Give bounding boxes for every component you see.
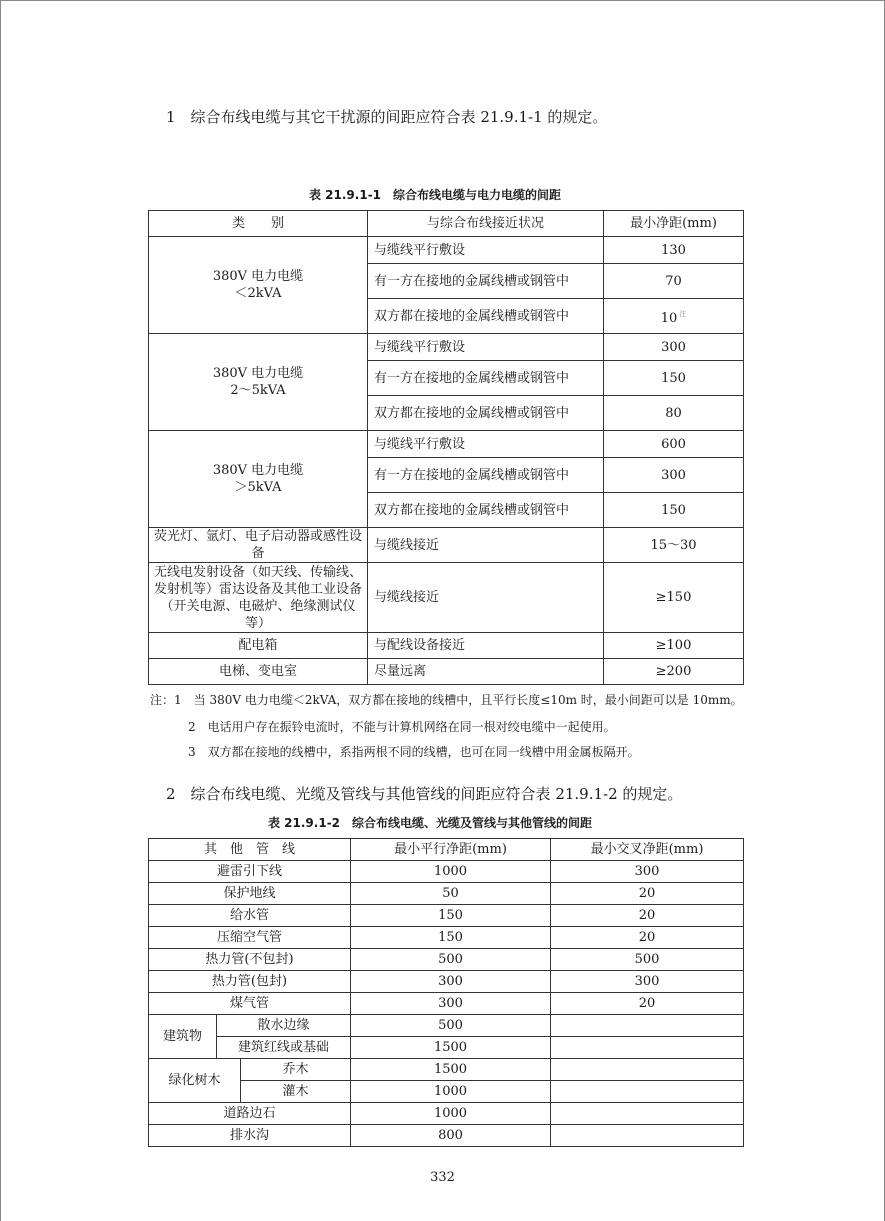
table-1-note-2: 2 电话用户存在振铃电流时，不能与计算机网络在同一根对绞电缆中一起使用。 [188,720,616,734]
status-cell: 双方都在接地的金属线槽或钢管中 [368,299,604,334]
distance-cell: ≥150 [604,563,744,633]
table-1-header-row [149,211,744,237]
status-cell: 与缆线平行敷设 [368,237,604,264]
status-cell: 双方都在接地的金属线槽或钢管中 [368,396,604,431]
table-row [149,1103,744,1125]
category-cell: 配电箱 [149,633,368,659]
pipeline-name-cell: 给水管 [149,905,351,927]
table-row [149,883,744,905]
table-row [149,927,744,949]
pipeline-name-cell: 乔木 [241,1059,351,1081]
pipeline-name-cell: 压缩空气管 [149,927,351,949]
group-cell-building: 建筑物 [149,1015,217,1059]
table-row [149,237,744,264]
distance-cell [604,299,744,334]
page-border-left [0,0,1,1221]
pipeline-name-cell: 热力管(包封) [149,971,351,993]
table-2 [148,838,744,1147]
table-1 [148,210,744,685]
header-status: 与综合布线接近状况 [368,211,604,237]
distance-cell: 150 [604,493,744,528]
distance-value: 10 [660,310,678,326]
parallel-cell: 500 [351,949,551,971]
pipeline-name-cell: 保护地线 [149,883,351,905]
status-cell: 有一方在接地的金属线槽或钢管中 [368,264,604,299]
parallel-cell: 150 [351,905,551,927]
table-1-note-1: 注：1 当 380V 电力电缆＜2kVA，双方都在接地的线槽中，且平行长度≤10m 时，最小间距可以是 10mm。 [150,693,743,707]
category-line: 380V 电力电缆 [212,269,304,284]
distance-cell: ≥100 [604,633,744,659]
cross-cell: 20 [551,993,744,1015]
header-cross: 最小交叉净距(mm) [551,839,744,861]
status-cell: 与缆线平行敷设 [368,334,604,361]
table-row [149,334,744,361]
category-cell [149,237,368,334]
cross-cell [551,1059,744,1081]
parallel-cell: 500 [351,1015,551,1037]
table-row [149,1037,744,1059]
parallel-cell: 1000 [351,1103,551,1125]
parallel-cell: 150 [351,927,551,949]
pipeline-name-cell: 避雷引下线 [149,861,351,883]
distance-cell: ≥200 [604,659,744,685]
category-line: ＜2kVA [234,286,282,301]
table-row [149,971,744,993]
paragraph-2: 2 综合布线电缆、光缆及管线与其他管线的间距应符合表 21.9.1-2 的规定。 [166,785,683,803]
header-distance: 最小净距(mm) [604,211,744,237]
status-cell: 双方都在接地的金属线槽或钢管中 [368,493,604,528]
table-1-caption: 表 21.9.1-1 综合布线电缆与电力电缆的间距 [309,188,562,202]
footnote-mark: 注 [679,309,687,318]
page-border-top [0,0,885,1]
status-cell: 与配线设备接近 [368,633,604,659]
pipeline-name-cell: 散水边缘 [217,1015,351,1037]
table-2-header-row [149,839,744,861]
table-row [149,949,744,971]
table-row [149,563,744,633]
cross-cell: 300 [551,861,744,883]
table-row [149,861,744,883]
table-row [149,659,744,685]
table-row [149,993,744,1015]
table-row [149,431,744,458]
cross-cell [551,1103,744,1125]
category-line: 2～5kVA [230,383,286,398]
category-line: 380V 电力电缆 [212,463,304,478]
cross-cell: 300 [551,971,744,993]
category-cell [149,431,368,528]
category-line: 380V 电力电缆 [212,366,304,381]
parallel-cell: 50 [351,883,551,905]
parallel-cell: 800 [351,1125,551,1147]
header-parallel: 最小平行净距(mm) [351,839,551,861]
parallel-cell: 1000 [351,861,551,883]
status-cell: 有一方在接地的金属线槽或钢管中 [368,458,604,493]
cross-cell: 20 [551,883,744,905]
category-cell: 荧光灯、氩灯、电子启动器或感性设备 [149,528,368,563]
parallel-cell: 1500 [351,1059,551,1081]
pipeline-name-cell: 热力管(不包封) [149,949,351,971]
table-row [149,905,744,927]
distance-cell: 130 [604,237,744,264]
table-row [149,1015,744,1037]
cross-cell [551,1081,744,1103]
status-cell: 与缆线接近 [368,563,604,633]
distance-cell: 80 [604,396,744,431]
pipeline-name-cell: 排水沟 [149,1125,351,1147]
parallel-cell: 1000 [351,1081,551,1103]
parallel-cell: 300 [351,993,551,1015]
cross-cell: 20 [551,927,744,949]
distance-cell: 300 [604,334,744,361]
distance-cell: 600 [604,431,744,458]
status-cell: 尽量远离 [368,659,604,685]
table-row [149,1059,744,1081]
cross-cell [551,1125,744,1147]
category-line: ＞5kVA [234,480,282,495]
category-cell [149,334,368,431]
table-1-note-3: 3 双方都在接地的线槽中，系指两根不同的线槽，也可在同一线槽中用金属板隔开。 [188,745,640,759]
category-cell: 电梯、变电室 [149,659,368,685]
pipeline-name-cell: 灌木 [241,1081,351,1103]
header-pipeline: 其 他 管 线 [149,839,351,861]
pipeline-name-cell: 煤气管 [149,993,351,1015]
cross-cell: 500 [551,949,744,971]
paragraph-1: 1 综合布线电缆与其它干扰源的间距应符合表 21.9.1-1 的规定。 [166,108,608,126]
cross-cell [551,1037,744,1059]
page-number: 332 [430,1170,455,1185]
status-cell: 与缆线平行敷设 [368,431,604,458]
status-cell: 有一方在接地的金属线槽或钢管中 [368,361,604,396]
distance-cell: 150 [604,361,744,396]
cross-cell: 20 [551,905,744,927]
table-row [149,1125,744,1147]
table-row [149,633,744,659]
distance-cell: 300 [604,458,744,493]
table-row [149,528,744,563]
distance-cell: 15～30 [604,528,744,563]
group-cell-trees: 绿化树木 [149,1059,241,1103]
parallel-cell: 300 [351,971,551,993]
header-category: 类 别 [149,211,368,237]
distance-cell: 70 [604,264,744,299]
table-2-caption: 表 21.9.1-2 综合布线电缆、光缆及管线与其他管线的间距 [268,816,593,830]
status-cell: 与缆线接近 [368,528,604,563]
pipeline-name-cell: 道路边石 [149,1103,351,1125]
cross-cell [551,1015,744,1037]
category-cell: 无线电发射设备（如天线、传输线、发射机等）雷达设备及其他工业设备（开关电源、电磁炉、绝缘测试仪等） [149,563,368,633]
parallel-cell: 1500 [351,1037,551,1059]
pipeline-name-cell: 建筑红线或基础 [217,1037,351,1059]
